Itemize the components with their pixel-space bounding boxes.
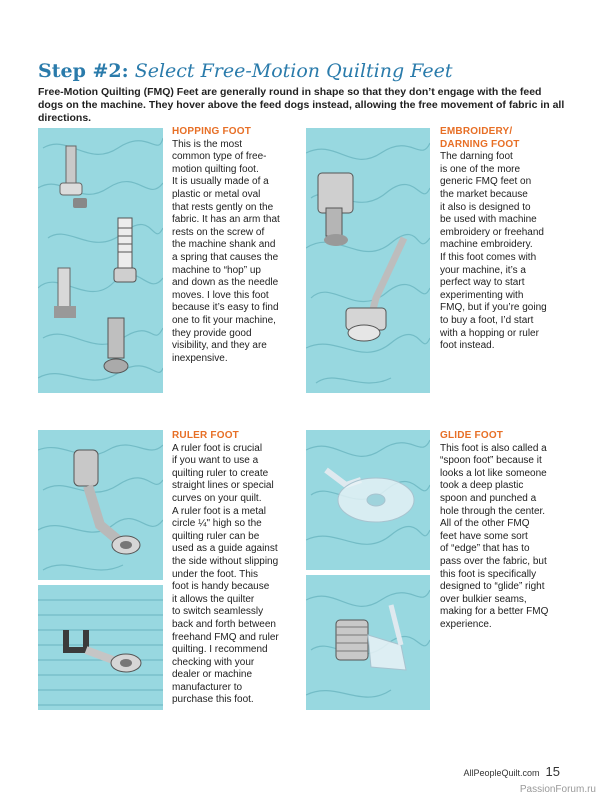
hopping-body-line: common type of free- <box>172 151 267 163</box>
ruler-foot-title: RULER FOOT <box>172 430 239 441</box>
ruler-foot-alt-photo <box>38 585 163 710</box>
glide-body-line: over bulkier seams, <box>440 593 527 605</box>
ruler-body-line: straight lines or special <box>172 480 274 492</box>
embroidery-body-line: it also is designed to <box>440 201 531 213</box>
embroidery-body-line: perfect way to start <box>440 277 525 289</box>
hopping-foot-section <box>172 126 297 365</box>
ruler-foot-photo <box>38 430 163 580</box>
embroidery-body-line: If this foot comes with <box>440 251 537 263</box>
glide-foot-title: GLIDE FOOT <box>440 430 504 441</box>
embroidery-body-line: experimenting with <box>440 289 524 301</box>
hopping-body-line: motion quilting foot. <box>172 163 259 175</box>
glide-body-line: designed to “glide” right <box>440 581 545 593</box>
embroidery-foot-title-line1: EMBROIDERY/ <box>440 126 513 137</box>
footer-site: AllPeopleQuilt.com <box>463 768 540 778</box>
hopping-body-line: the machine shank and <box>172 239 276 251</box>
hopping-body-line: plastic or metal oval <box>172 188 261 200</box>
embroidery-body-line: The darning foot <box>440 151 513 163</box>
glide-body-line: All of the other FMQ <box>440 518 530 530</box>
embroidery-body-line: is one of the more <box>440 163 521 175</box>
page-heading <box>38 60 452 82</box>
ruler-foot-alt-image <box>38 585 163 710</box>
glide-body-line: looks a lot like someone <box>440 467 547 479</box>
heading-subtitle: Select Free-Motion Quilting Feet <box>134 60 453 82</box>
heading-step: Step #2: <box>38 60 129 82</box>
glide-body-line: “spoon foot” because it <box>440 455 542 467</box>
darning-foot-photo <box>306 128 430 393</box>
ruler-body-line: used as a guide against <box>172 543 278 555</box>
ruler-body-line: if you want to use a <box>172 455 259 467</box>
ruler-body-line: purchase this foot. <box>172 694 254 706</box>
hopping-foot-title: HOPPING FOOT <box>172 126 252 137</box>
embroidery-body-line: machine embroidery. <box>440 239 533 251</box>
hopping-body-line: one to fit your machine, <box>172 314 276 326</box>
ruler-body-line: quilting. I recommend <box>172 644 268 656</box>
ruler-body-line: freehand FMQ and ruler <box>172 631 279 643</box>
glide-foot-side-photo <box>306 575 430 710</box>
embroidery-body-line: embroidery or freehand <box>440 226 544 238</box>
glide-foot-side-image <box>306 575 430 710</box>
glide-body-line: hole through the center. <box>440 505 546 517</box>
ruler-body-line: circle ¼" high so the <box>172 518 262 530</box>
watermark: PassionForum.ru <box>519 784 596 795</box>
ruler-body-line: under the foot. This <box>172 568 258 580</box>
ruler-body-line: A ruler foot is crucial <box>172 442 263 454</box>
glide-body-line: took a deep plastic <box>440 480 524 492</box>
embroidery-body-line: to buy a foot, I’d start <box>440 314 534 326</box>
hopping-body-line: This is the most <box>172 138 243 150</box>
glide-body-line: experience. <box>440 618 492 630</box>
page-footer <box>463 764 560 779</box>
ruler-foot-section <box>172 430 297 707</box>
embroidery-body-line: FMQ, but if you’re going <box>440 302 547 314</box>
ruler-body-line: quilting ruler to create <box>172 467 269 479</box>
ruler-body-line: quilting ruler can be <box>172 530 260 542</box>
ruler-body-line: A ruler foot is a metal <box>172 505 266 517</box>
embroidery-foot-section <box>440 126 570 353</box>
glide-body-line: pass over the fabric, but <box>440 555 547 567</box>
darning-foot-image <box>306 128 430 393</box>
embroidery-body-line: your machine, it’s a <box>440 264 526 276</box>
glide-foot-image <box>306 430 430 570</box>
hopping-body-line: because it’s easy to find <box>172 302 279 314</box>
ruler-body-line: it allows the quilter <box>172 593 255 605</box>
hopping-body-line: they provide good <box>172 327 252 339</box>
ruler-body-line: the side without slipping <box>172 555 279 567</box>
ruler-body-line: foot is handy because <box>172 581 270 593</box>
glide-body-line: of “edge” that has to <box>440 543 530 555</box>
page-number: 15 <box>545 764 560 779</box>
ruler-body-line: to switch seamlessly <box>172 606 264 618</box>
hopping-body-line: moves. I love this foot <box>172 289 269 301</box>
hopping-body-line: It is usually made of a <box>172 176 269 188</box>
hopping-body-line: inexpensive. <box>172 352 228 364</box>
glide-foot-photo <box>306 430 430 570</box>
embroidery-foot-title-line2: DARNING FOOT <box>440 138 520 150</box>
embroidery-body-line: with a hopping or ruler <box>440 327 539 339</box>
ruler-body-line: dealer or machine <box>172 669 253 681</box>
ruler-body-line: curves on your quilt. <box>172 492 262 504</box>
glide-body-line: spoon and punched a <box>440 492 537 504</box>
embroidery-body-line: the market because <box>440 188 528 200</box>
ruler-body-line: checking with your <box>172 656 255 668</box>
embroidery-body-line: generic FMQ feet on <box>440 176 532 188</box>
hopping-foot-image <box>38 128 163 393</box>
hopping-body-line: fabric. It has an arm that <box>172 214 280 226</box>
hopping-body-line: that rests gently on the <box>172 201 274 213</box>
ruler-foot-image <box>38 430 163 580</box>
hopping-body-line: machine to “hop” up <box>172 264 261 276</box>
glide-foot-section <box>440 430 570 632</box>
intro-paragraph: Free-Motion Quilting (FMQ) Feet are generally round in shape so that they don’t engage with the feed dogs on the machine. They hover above the feed dogs instead, allowing the free movement of fabric in all directions. <box>38 86 565 124</box>
glide-body-line: This foot is also called a <box>440 442 547 454</box>
ruler-body-line: manufacturer to <box>172 681 243 693</box>
embroidery-body-line: be used with machine <box>440 214 537 226</box>
hopping-foot-photo <box>38 128 163 393</box>
ruler-body-line: back and forth between <box>172 618 276 630</box>
hopping-body-line: rests on the screw of <box>172 226 265 238</box>
glide-body-line: making for a better FMQ <box>440 606 549 618</box>
hopping-body-line: visibility, and they are <box>172 340 267 352</box>
hopping-body-line: and down as the needle <box>172 277 279 289</box>
hopping-body-line: a spring that causes the <box>172 251 279 263</box>
glide-body-line: this foot is specifically <box>440 568 537 580</box>
glide-body-line: feet have some sort <box>440 530 528 542</box>
embroidery-body-line: foot instead. <box>440 340 495 352</box>
